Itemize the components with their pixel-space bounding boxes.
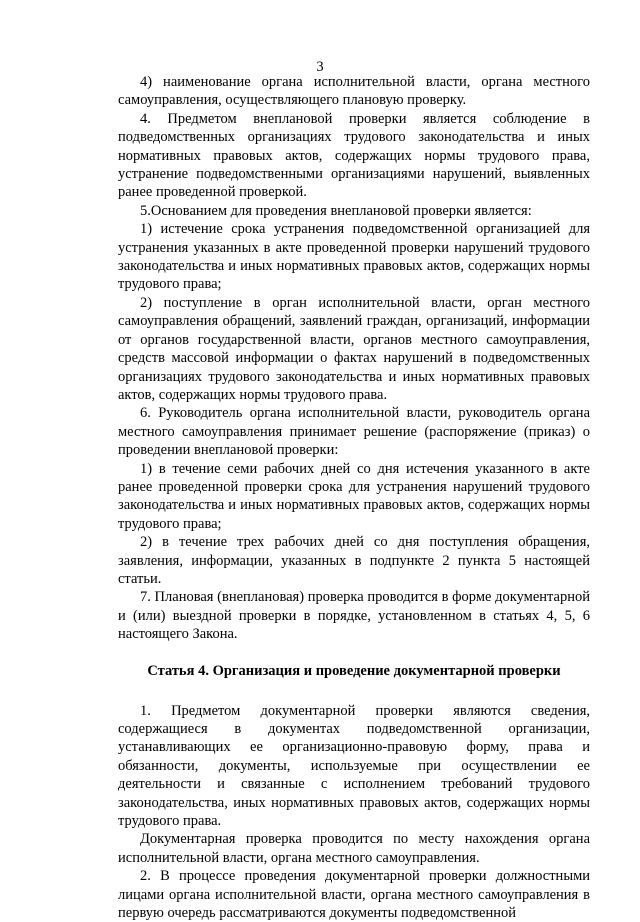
paragraph-item-4-inspection-body: 4) наименование органа исполнительной власти, органа местного самоуправления, осуществляющего плановую проверку. — [118, 74, 590, 109]
paragraph-documentary-subject: 1. Предметом документарной проверки являются сведения, содержащиеся в документах подведомственной организации, устанавливающих ее организационно-правовую форму, права и обязанности, документы, используемые при осуществлении ее деятельности и связанные с исполнением требований трудового законодательства, иных нормативных правовых актов, содержащих нормы трудового права. — [118, 702, 590, 830]
paragraph-decision: 6. Руководитель органа исполнительной власти, руководитель органа местного самоуправления принимает решение (распоряжение (приказ) о проведении внеплановой проверки: — [118, 405, 590, 459]
paragraph-ground-2: 2) поступление в орган исполнительной власти, орган местного самоуправления обращений, заявлений граждан, организаций, информации от органов государственной власти, органов местного самоуправления, средств массовой информации о фактах нарушений в подведомственных организациях трудового законодательства и иных нормативных правовых актов, содержащих нормы трудового права. — [118, 294, 590, 403]
paragraph-inspection-form: 7. Плановая (внеплановая) проверка проводится в форме документарной и (или) выездной проверки в порядке, установленном в статьях 4, 5, 6 настоящего Закона. — [118, 589, 590, 643]
paragraph-documentary-place: Документарная проверка проводится по месту нахождения органа исполнительной власти, органа местного самоуправления. — [118, 831, 590, 866]
paragraph-ground-1: 1) истечение срока устранения подведомственной организацией для устранения указанных в акте проведенной проверки нарушений трудового законодательства и иных нормативных правовых актов, содержащих нормы трудового права; — [118, 221, 590, 293]
article-4-heading: Статья 4. Организация и проведение документарной проверки — [147, 662, 561, 679]
body-text — [118, 73, 590, 922]
paragraph-decision-2: 2) в течение трех рабочих дней со дня поступления обращения, заявления, информации, указанных в подпункте 2 пункта 5 настоящей статьи. — [118, 534, 590, 587]
paragraph-decision-1: 1) в течение семи рабочих дней со дня истечения указанного в акте ранее проведенной проверки срока для устранения нарушений трудового законодательства и иных нормативных правовых актов, содержащих нормы трудового права; — [118, 460, 590, 532]
paragraph-unscheduled-subject: 4. Предметом внеплановой проверки является соблюдение в подведомственных организациях трудового законодательства и иных нормативных правовых актов, содержащих нормы трудового права, устранение подведомственными организациями нарушений, выявленных ранее проведенной проверкой. — [118, 110, 590, 201]
paragraph-unscheduled-grounds: 5.Основанием для проведения внеплановой проверки является: — [140, 202, 532, 219]
paragraph-documentary-process: 2. В процессе проведения документарной проверки должностными лицами органа исполнительной власти, органа местного самоуправления в первую очередь рассматриваются документы подведомственной — [118, 868, 590, 922]
page-number: 3 — [316, 59, 324, 75]
